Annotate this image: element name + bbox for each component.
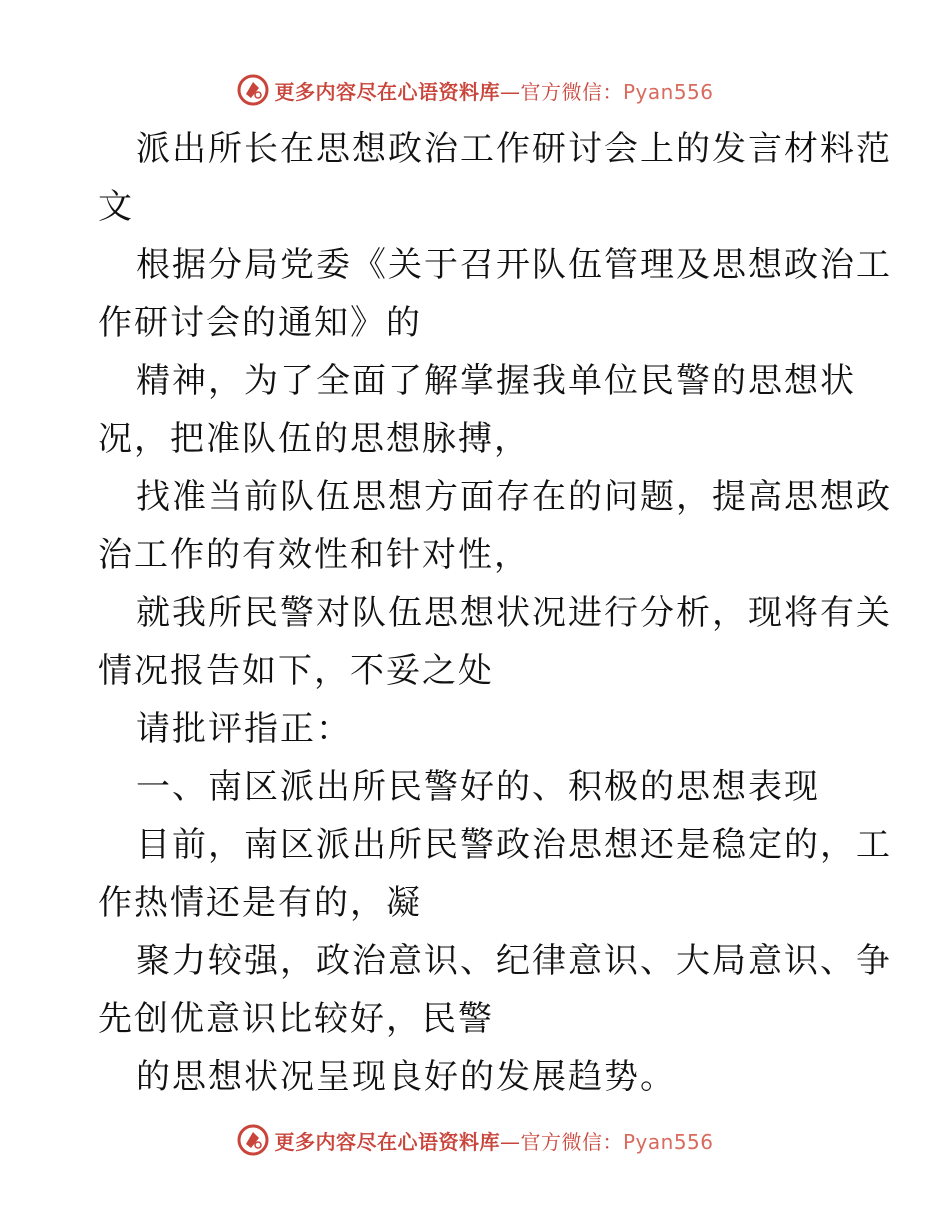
text-line: 派出所长在思想政治工作研讨会上的发言材料范 [136, 129, 892, 169]
text-line: 情况报告如下，不妥之处 [98, 651, 494, 691]
logo-icon [236, 1123, 270, 1157]
text-line: 的思想状况呈现良好的发展趋势。 [136, 1057, 676, 1097]
watermark-separator: — [499, 79, 521, 104]
section-heading: 一、南区派出所民警好的、积极的思想表现 [136, 767, 820, 807]
watermark-sub: 官方微信： [520, 1129, 623, 1154]
text-line: 根据分局党委《关于召开队伍管理及思想政治工 [136, 245, 892, 285]
text-line: 聚力较强，政治意识、纪律意识、大局意识、争 [136, 941, 892, 981]
text-line: 目前，南区派出所民警政治思想还是稳定的，工 [136, 825, 892, 865]
watermark-id: Pyan556 [622, 79, 714, 104]
watermark-main: 更多内容尽在心语资料库 [274, 79, 500, 104]
watermark-id: Pyan556 [622, 1129, 714, 1154]
text-line: 精神，为了全面了解掌握我单位民警的思想状 [136, 361, 856, 401]
text-line: 作热情还是有的，凝 [98, 883, 422, 923]
text-line: 作研讨会的通知》的 [98, 303, 422, 343]
watermark-separator: — [499, 1129, 521, 1154]
text-line: 找准当前队伍思想方面存在的问题，提高思想政 [136, 477, 892, 517]
header-watermark [0, 70, 950, 110]
text-line: 况，把准队伍的思想脉搏， [98, 419, 530, 459]
watermark-main: 更多内容尽在心语资料库 [274, 1129, 500, 1154]
logo-icon [236, 73, 270, 107]
watermark-sub: 官方微信： [520, 79, 623, 104]
footer-watermark [0, 1120, 950, 1160]
text-line: 先创优意识比较好，民警 [98, 999, 494, 1039]
watermark-text [274, 76, 713, 105]
text-line: 请批评指正： [136, 709, 352, 749]
text-line: 治工作的有效性和针对性， [98, 535, 530, 575]
text-line: 文 [98, 187, 134, 227]
document-body [98, 120, 892, 1106]
watermark-text [274, 1126, 713, 1155]
text-line: 就我所民警对队伍思想状况进行分析，现将有关 [136, 593, 892, 633]
